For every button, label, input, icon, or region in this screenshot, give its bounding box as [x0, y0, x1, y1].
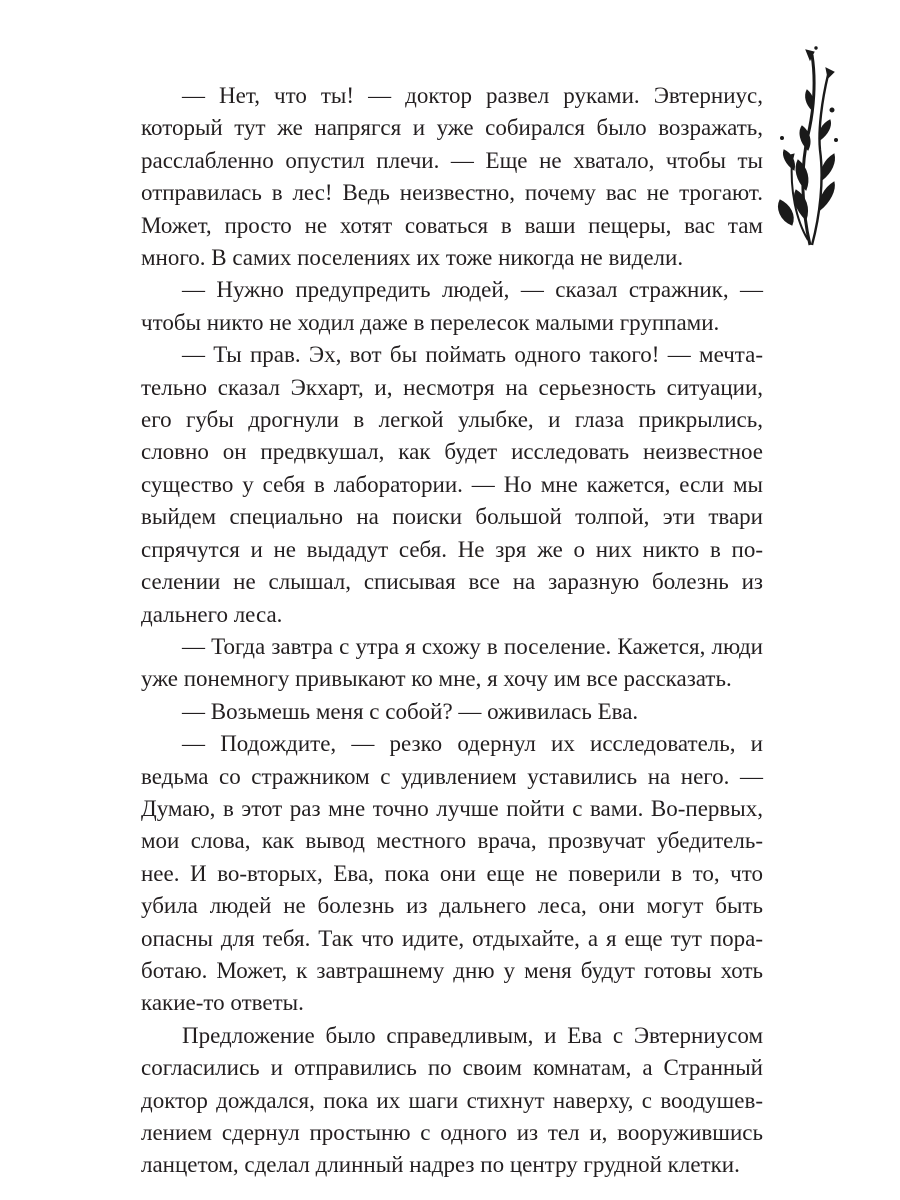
text-line: Может, просто не хотят соваться в ваши пещеры, вас там	[141, 212, 763, 238]
text-line: — Подождите, — резко одернул их исследователь, и	[182, 731, 763, 757]
text-line: — Возьмешь меня с собой? — оживилась Ева.	[182, 698, 639, 724]
text-line: ведьма со стражником с удивлением уставились на него. —	[141, 763, 763, 789]
text-line: тельно сказал Экхарт, и, несмотря на серьезность ситуации,	[141, 374, 763, 400]
paragraph	[141, 274, 763, 339]
text-line: отправилась в лес! Ведь неизвестно, почему вас не трогают.	[141, 180, 763, 206]
text-line: много. В самих поселениях их тоже никогда не видели.	[141, 245, 684, 271]
text-line: уже понемногу привыкают ко мне, я хочу им все рассказать.	[141, 666, 732, 692]
paragraph	[141, 339, 763, 631]
text-line: — Нужно предупредить людей, — сказал стражник, —	[182, 277, 763, 303]
paragraph	[141, 80, 763, 274]
text-line: — Ты прав. Эх, вот бы поймать одного такого! — мечта-	[182, 342, 763, 368]
text-line: расслабленно опустил плечи. — Еще не хватало, чтобы ты	[141, 147, 763, 173]
text-line: лением сдернул простыню с одного из тел и, вооружившись	[141, 1120, 763, 1145]
paragraph	[141, 696, 763, 728]
text-line: существо у себя в лаборатории. — Но мне кажется, если мы	[141, 471, 763, 497]
page-body	[141, 80, 763, 1182]
text-line: который тут же напрягся и уже собирался было возражать,	[141, 115, 763, 141]
text-line: ботаю. Может, к завтрашнему дню у меня будут готовы хоть	[141, 957, 763, 983]
text-line: выйдем специально на поиски большой толпой, эти твари	[141, 504, 763, 530]
text-line: его губы дрогнули в легкой улыбке, и глаза прикрылись,	[141, 407, 763, 433]
text-line: Предложение было справедливым, и Ева с Эвтерниусом	[182, 1022, 763, 1048]
plant-branch-icon	[770, 40, 840, 250]
text-line: словно он предвкушал, как будет исследовать неизвестное	[141, 439, 763, 465]
paragraph	[141, 631, 763, 696]
text-line: — Нет, что ты! — доктор развел руками. Эвтерниус,	[182, 83, 763, 108]
paragraph	[141, 1020, 763, 1182]
text-line: спрячутся и не выдадут себя. Не зря же о них никто в по-	[141, 536, 763, 562]
text-line: нее. И во-вторых, Ева, пока они еще не поверили в то, что	[141, 860, 763, 886]
text-line: доктор дождался, пока их шаги стихнут наверху, с воодушев-	[141, 1087, 763, 1113]
text-line: — Тогда завтра с утра я схожу в поселение. Кажется, люди	[182, 633, 763, 659]
paragraph	[141, 728, 763, 1020]
text-line: дальнего леса.	[141, 601, 283, 627]
text-line: убила людей не болезнь из дальнего леса, они могут быть	[141, 893, 763, 919]
text-line: чтобы никто не ходил даже в перелесок малыми группами.	[141, 309, 720, 335]
text-line: опасны для тебя. Так что идите, отдыхайте, а я еще тут пора-	[141, 925, 763, 951]
text-line: ланцетом, сделал длинный надрез по центру грудной клетки.	[141, 1152, 740, 1178]
text-line: согласились и отправились по своим комнатам, а Странный	[141, 1055, 763, 1081]
text-line: селении не слышал, списывая все на заразную болезнь из	[141, 569, 763, 595]
text-line: какие-то ответы.	[141, 990, 304, 1016]
text-line: Думаю, в этот раз мне точно лучше пойти с вами. Во-первых,	[141, 795, 763, 821]
text-line: мои слова, как вывод местного врача, прозвучат убедитель-	[141, 828, 763, 854]
